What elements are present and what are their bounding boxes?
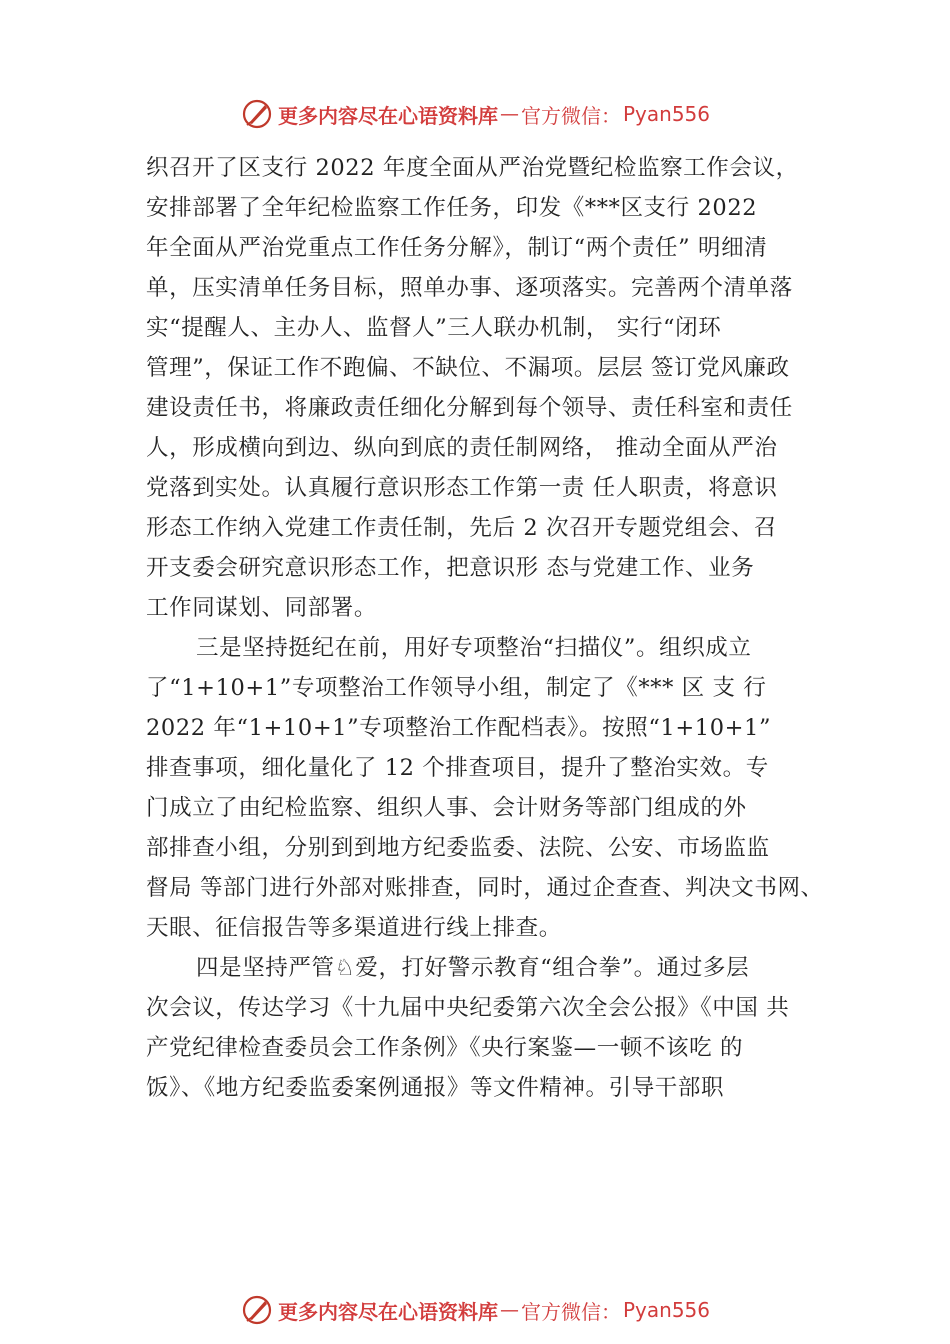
text-line: 织召开了区支行 2022 年度全面从严治党暨纪检监察工作会议， — [146, 155, 799, 181]
quill-logo-icon — [240, 97, 274, 131]
header-watermark — [0, 94, 950, 134]
text-line: 单，压实清单任务目标，照单办事、逐项落实。完善两个清单落 — [146, 275, 793, 301]
text-line: 排查事项，细化量化了 12 个排查项目，提升了整治实效。专 — [146, 755, 769, 781]
text-line: 建设责任书，将廉政责任细化分解到每个领导、责任科室和责任 — [146, 395, 793, 421]
text-line: 安排部署了全年纪检监察工作任务，印发《***区支行 2022 — [146, 195, 758, 221]
text-line: 督局 等部门进行外部对账排查，同时，通过企查查、判决文书网、 — [146, 875, 824, 901]
watermark-brand: 更多内容尽在心语资料库 — [277, 1299, 498, 1324]
text-line: 次会议，传达学习《十九届中央纪委第六次全会公报》《中国 共 — [146, 995, 790, 1021]
text-line: 饭》、《地方纪委监委案例通报》等文件精神。引导干部职 — [146, 1075, 725, 1101]
text-line: 年全面从严治党重点工作任务分解》，制订“两个责任” 明细清 — [146, 235, 768, 261]
text-line: 管理”，保证工作不跑偏、不缺位、不漏项。层层 签订党风廉政 — [146, 355, 790, 381]
text-line: 工作同谋划、同部署。 — [146, 595, 378, 621]
paragraph-start-line: 四是坚持严管♘爱，打好警示教育“组合拳”。通过多层 — [196, 955, 750, 981]
text-line: 部排查小组，分别到到地方纪委监委、法院、公安、市场监监 — [146, 835, 770, 861]
text-line: 党落到实处。认真履行意识形态工作第一责 任人职责，将意识 — [146, 475, 778, 501]
footer-watermark — [0, 1290, 950, 1330]
text-line: 门成立了由纪检监察、组织人事、会计财务等部门组成的外 — [146, 795, 747, 821]
watermark-dash: — — [499, 103, 519, 125]
text-line: 实“提醒人、主办人、监督人”三人联办机制， 实行“闭环 — [146, 315, 722, 341]
text-line: 产党纪律检查委员会工作条例》《央行案鉴—一顿不该吃 的 — [146, 1035, 744, 1061]
text-line: 人，形成横向到边、纵向到底的责任制网络， 推动全面从严治 — [146, 435, 778, 461]
watermark-brand: 更多内容尽在心语资料库 — [277, 103, 498, 128]
watermark-dash: — — [499, 1299, 519, 1321]
paragraph-start-line: 三是坚持挺纪在前，用好专项整治“扫描仪”。组织成立 — [196, 635, 752, 661]
watermark-official-label: 官方微信： — [520, 103, 621, 128]
text-line: 2022 年“1+10+1”专项整治工作配档表》。按照“1+10+1” — [146, 715, 772, 741]
text-line: 天眼、征信报告等多渠道进行线上排查。 — [146, 915, 562, 941]
watermark-official-label: 官方微信： — [520, 1299, 621, 1324]
document-body — [146, 148, 836, 1108]
text-line: 开支委会研究意识形态工作，把意识形 态与党建工作、业务 — [146, 555, 755, 581]
text-line: 了“1+10+1”专项整治工作领导小组，制定了《*** 区 支 行 — [146, 675, 767, 701]
watermark-wechat-id: Pyan556 — [622, 1298, 710, 1322]
text-line: 形态工作纳入党建工作责任制，先后 2 次召开专题党组会、召 — [146, 515, 778, 541]
quill-logo-icon — [240, 1293, 274, 1327]
watermark-wechat-id: Pyan556 — [622, 102, 710, 126]
